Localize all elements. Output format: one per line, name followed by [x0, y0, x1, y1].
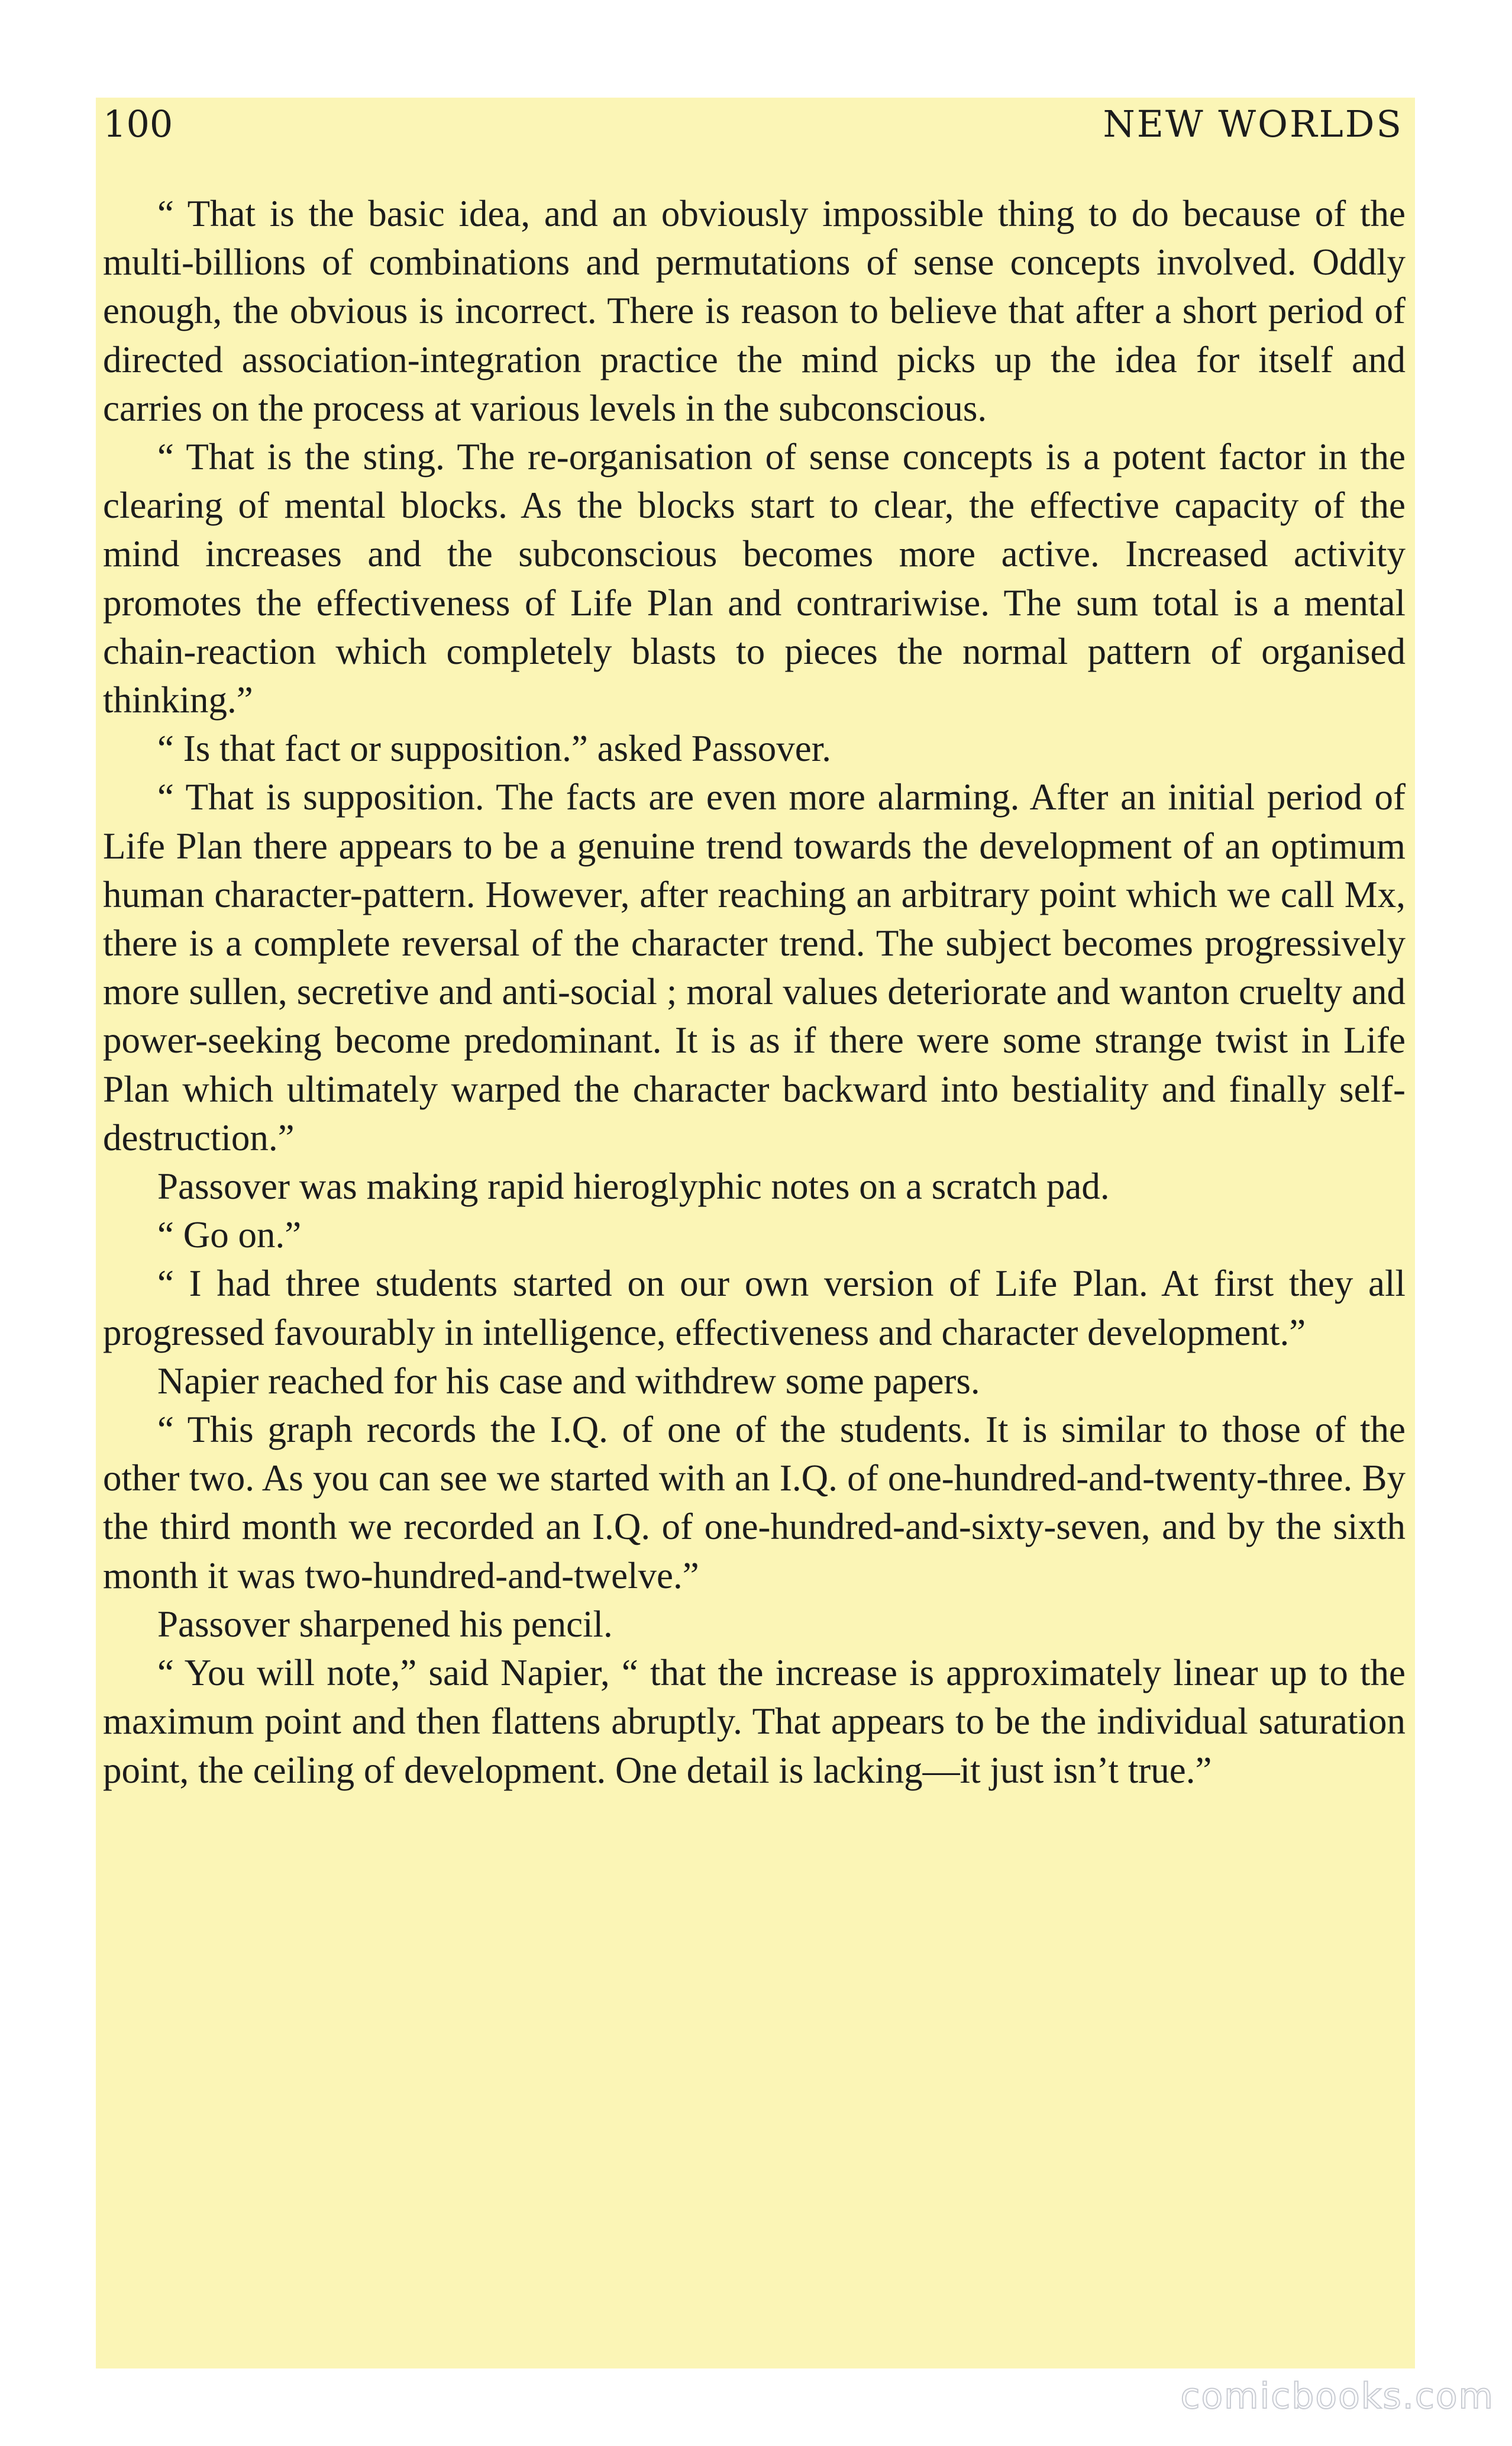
magazine-page [96, 98, 1415, 2368]
paragraph: “ That is supposition. The facts are even more alarming. After an initial period of Life Plan there appears to be a genuine trend towards the development of an optimum human character-pattern. However, after reaching an arbitrary point which we call Mx, there is a complete reversal of the character trend. The subject becomes progressively more sullen, secretive and anti-social ; moral values deteriorate and wanton cruelty and power-seeking become predominant. It is as if there were some strange twist in Life Plan which ultimately warped the character backward into bestiality and finally self-destruction.” [103, 776, 1406, 1159]
paragraph: “ I had three students started on our own version of Life Plan. At first they all progressed favourably in intelligence, effectiveness and character development.” [103, 1263, 1406, 1353]
paragraph: “ That is the basic idea, and an obviously impossible thing to do because of the multi-billions of combinations and permutations of sense concepts involved. Oddly enough, the obvious is incorrect. There is reason to believe that after a short period of directed association-integration practice the mind picks up the idea for itself and carries on the process at various levels in the subconscious. [103, 193, 1406, 429]
paragraph: “ Go on.” [157, 1214, 302, 1256]
paragraph: “ Is that fact or supposition.” asked Passover. [157, 728, 832, 770]
page-number: 100 [103, 102, 173, 146]
paragraph: Napier reached for his case and withdrew some papers. [157, 1360, 980, 1402]
paragraph: Passover sharpened his pencil. [157, 1603, 613, 1645]
story-text [103, 189, 1406, 1795]
watermark: comicbooks.com [1180, 2376, 1494, 2417]
paragraph: “ That is the sting. The re-organisation of sense concepts is a potent factor in the clearing of mental blocks. As the blocks start to clear, the effective capacity of the mind increases and the subconscious becomes more active. Increased activity promotes the effectiveness of Life Plan and contrariwise. The sum total is a mental chain-reaction which completely blasts to pieces the normal pattern of organised thinking.” [103, 436, 1406, 721]
magazine-title: NEW WORLDS [1103, 102, 1403, 146]
paragraph: “ This graph records the I.Q. of one of the students. It is similar to those of the other two. As you can see we started with an I.Q. of one-hundred-and-twenty-three. By the third month we recorded an I.Q. of one-hundred-and-sixty-seven, and by the sixth month it was two-hundred-and-twelve.” [103, 1409, 1406, 1596]
running-head [103, 98, 1403, 151]
paragraph: “ You will note,” said Napier, “ that the increase is approximately linear up to the maximum point and then flattens abruptly. That appears to be the individual saturation point, the ceiling of development. One detail is lacking—it just isn’t true.” [103, 1652, 1406, 1791]
paragraph: Passover was making rapid hieroglyphic notes on a scratch pad. [157, 1166, 1110, 1208]
